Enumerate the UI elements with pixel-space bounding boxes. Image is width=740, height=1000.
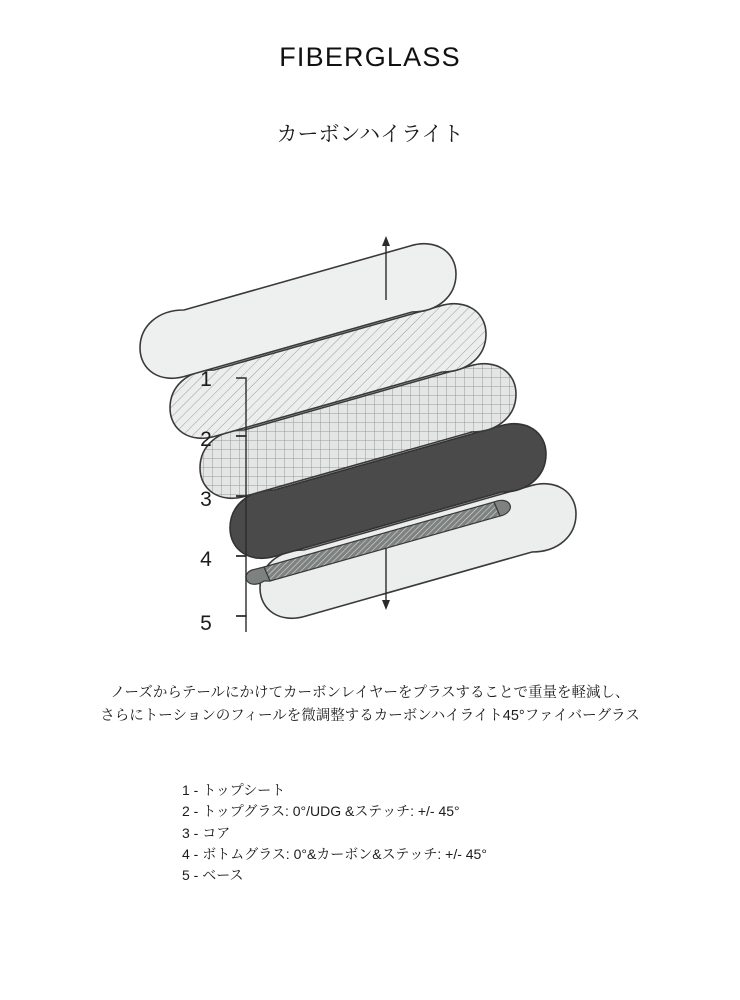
caption-line-1: ノーズからテールにかけてカーボンレイヤーをプラスすることで重量を軽減し、	[110, 685, 630, 701]
diagram-svg	[0, 170, 740, 670]
layer-number-3: 3	[200, 488, 212, 511]
legend-item-2: 2 - トップグラス: 0°/UDG &ステッチ: +/- 45°	[182, 803, 460, 820]
caption-line-2: さらにトーションのフィールを微調整するカーボンハイライト45°ファイバーグラス	[100, 708, 640, 725]
page-subtitle: カーボンハイライト	[276, 123, 464, 146]
legend-item-4: 4 - ボトムグラス: 0°&カーボン&ステッチ: +/- 45°	[182, 845, 487, 862]
layer-number-5: 5	[200, 612, 212, 635]
layer-diagram	[0, 170, 740, 670]
layer-number-1: 1	[200, 368, 212, 391]
page-title: FIBERGLASS	[279, 42, 461, 72]
legend-item-1: 1 - トップシート	[182, 782, 286, 798]
legend-list	[182, 780, 487, 886]
layer-number-2: 2	[200, 428, 212, 451]
legend-item-3: 3 - コア	[182, 824, 231, 841]
description-caption	[0, 682, 740, 729]
layer-number-4: 4	[200, 548, 212, 571]
legend-item-5: 5 - ベース	[182, 867, 244, 884]
